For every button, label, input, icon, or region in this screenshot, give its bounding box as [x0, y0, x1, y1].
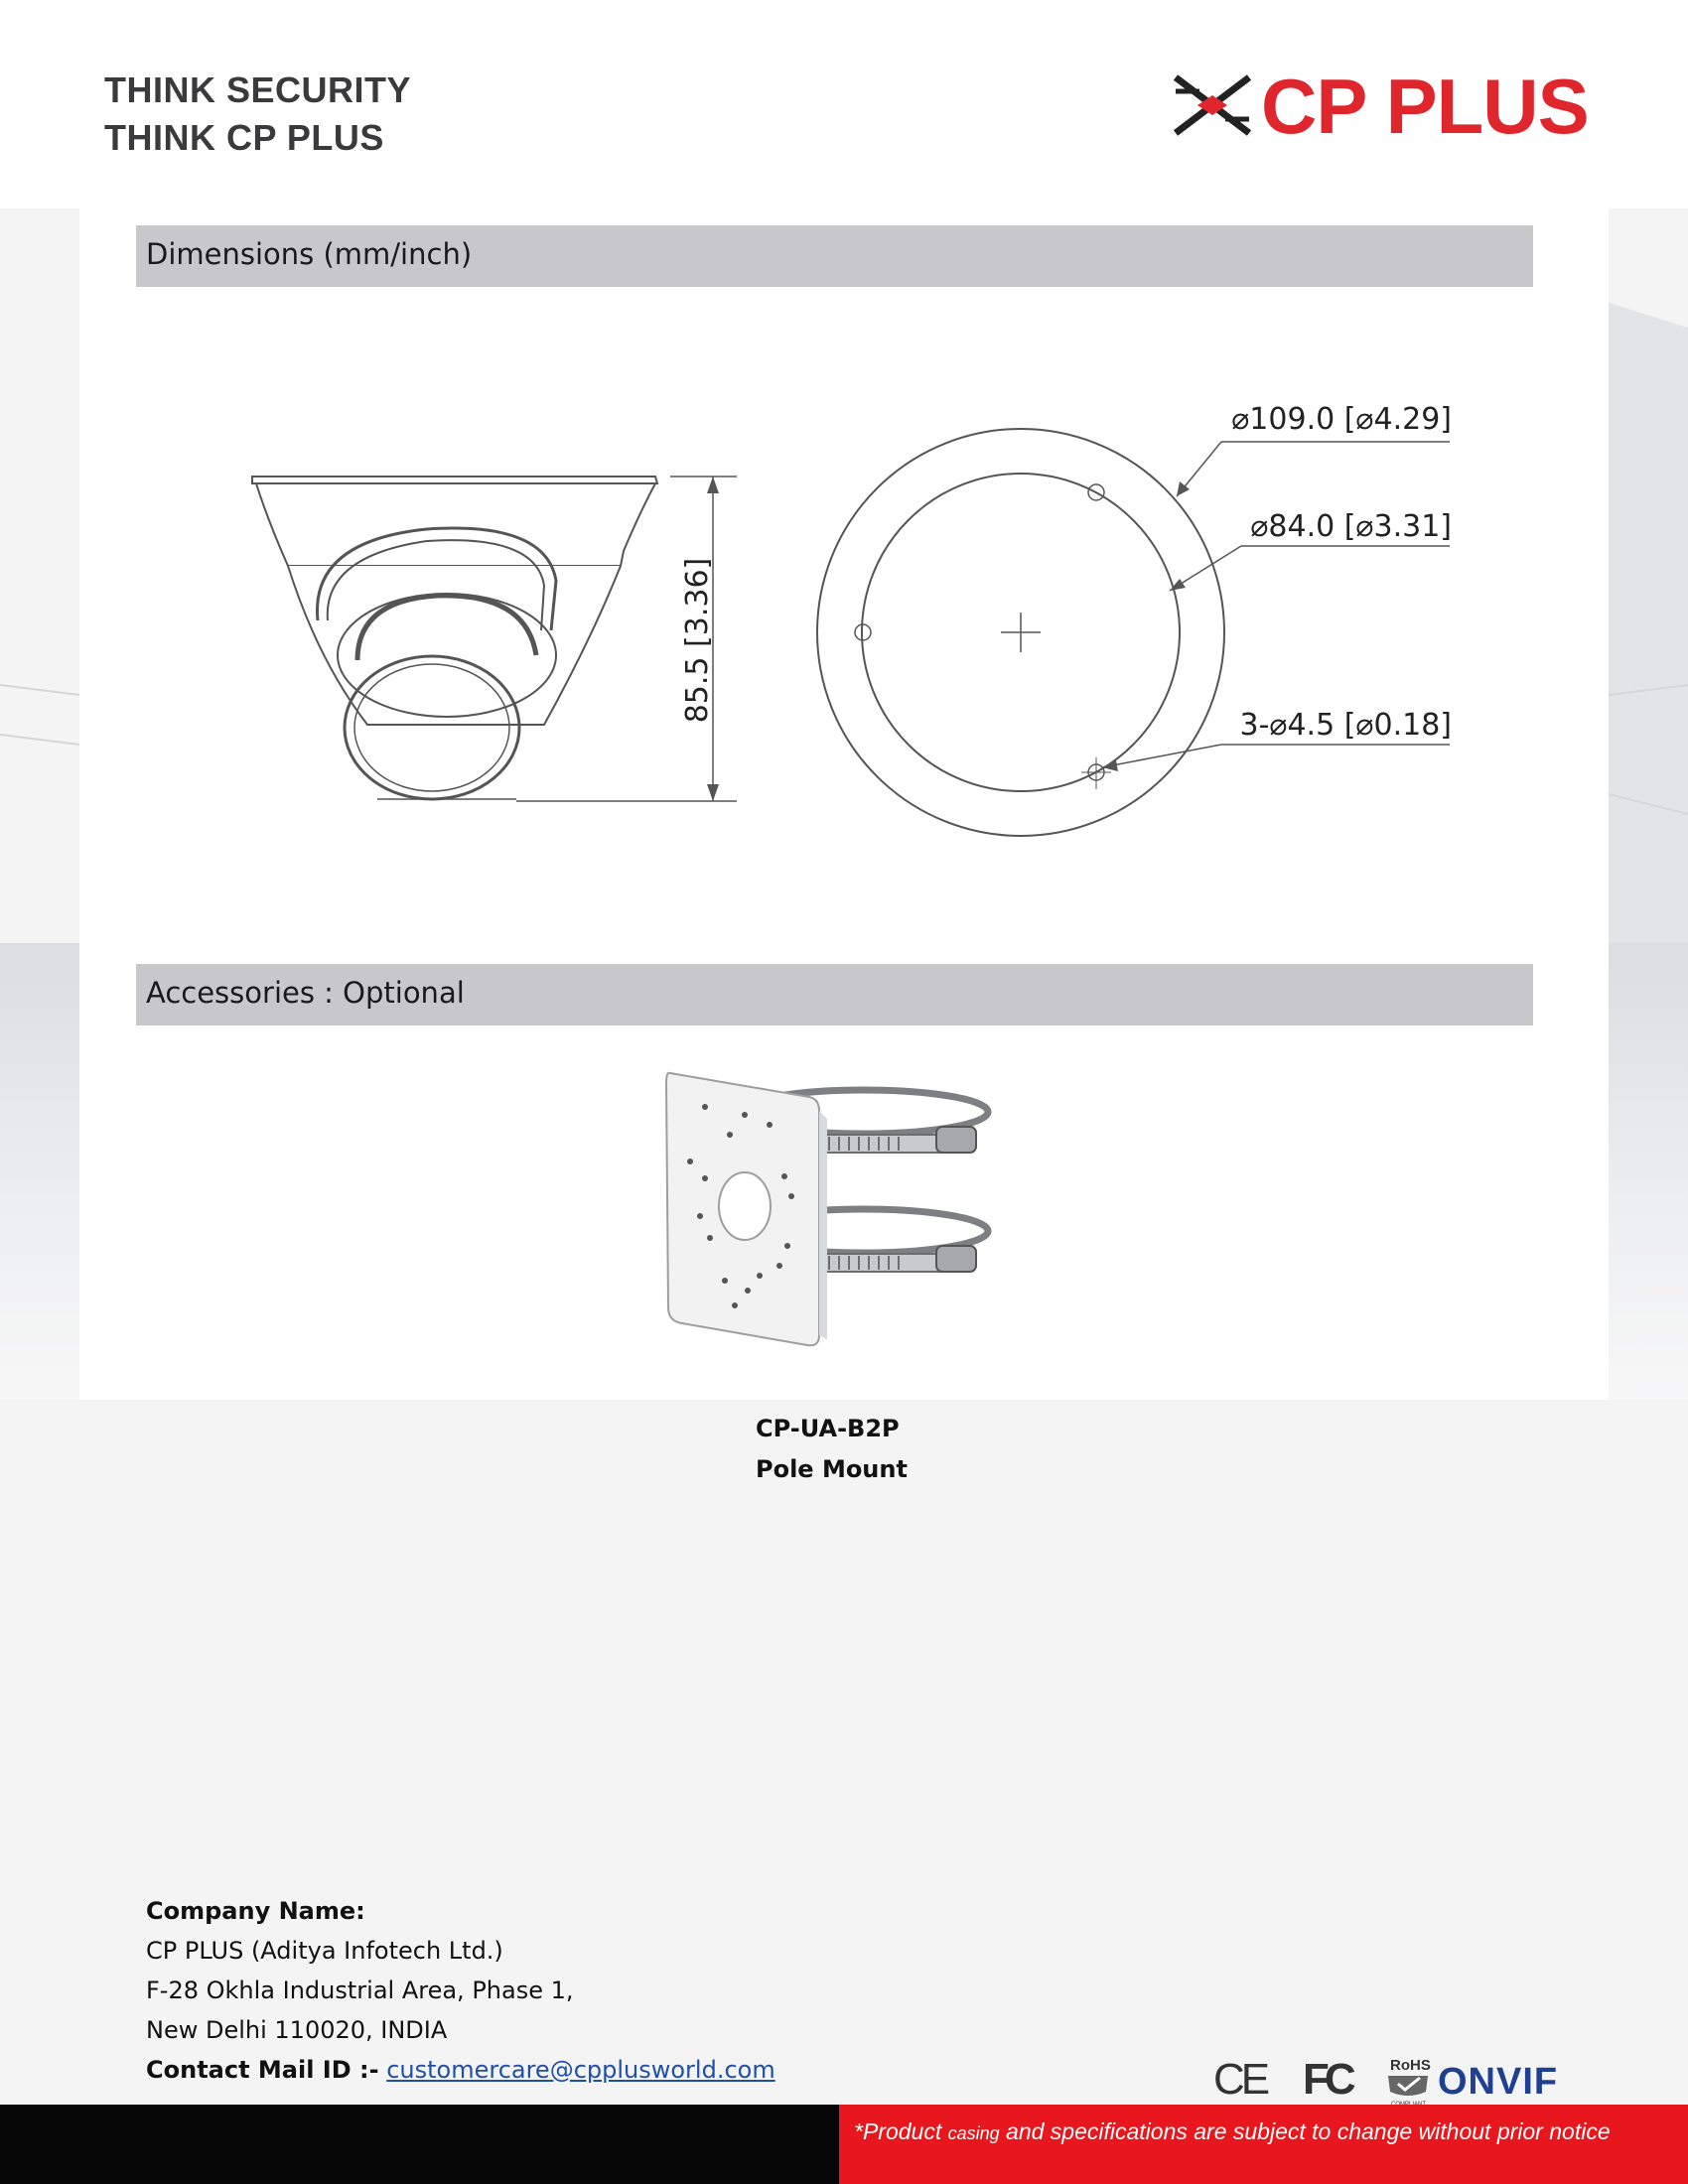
section-title-accessories: Accessories : Optional	[146, 976, 465, 1010]
mounting-hole-label: 3-⌀4.5 [⌀0.18]	[1239, 708, 1452, 743]
height-dimension-label: 85.5 [3.36]	[680, 557, 715, 724]
tagline-think-cp-plus: THINK CP PLUS	[104, 117, 384, 158]
contact-mail-row	[146, 2050, 775, 2090]
section-bar-accessories	[136, 964, 1533, 1025]
dimension-drawing-svg	[228, 372, 1489, 879]
tagline-think-security: THINK SECURITY	[104, 69, 412, 110]
outer-diameter-label: ⌀109.0 [⌀4.29]	[1231, 402, 1452, 437]
section-bar-dimensions	[136, 225, 1533, 287]
onvif-mark-icon: ONVIF	[1438, 2061, 1559, 2103]
logo-wordmark: CP PLUS	[1261, 63, 1589, 150]
footer-notice	[854, 2118, 1611, 2145]
company-address-line-2: New Delhi 110020, INDIA	[146, 2016, 448, 2044]
rohs-mark-icon	[1388, 2057, 1431, 2108]
company-info	[146, 1891, 775, 2090]
footer-notice-casing: casing	[947, 2123, 1000, 2143]
contact-mail-label: Contact Mail ID :-	[146, 2056, 379, 2084]
pole-mount-illustration	[660, 1067, 1018, 1365]
inner-diameter-label: ⌀84.0 [⌀3.31]	[1250, 509, 1452, 544]
pole-mount-image	[660, 1067, 1018, 1365]
ce-mark-icon: CE	[1213, 2055, 1267, 2104]
certification-logos	[1211, 2050, 1569, 2110]
footer-notice-part-3: and specifications are subject to change without prior notice	[999, 2118, 1611, 2144]
company-address-line-1: F-28 Okhla Industrial Area, Phase 1,	[146, 1977, 574, 2004]
rohs-label: RoHS	[1390, 2057, 1431, 2074]
section-title-dimensions: Dimensions (mm/inch)	[146, 237, 473, 271]
footer-notice-part-1: *Product	[854, 2118, 948, 2144]
accessory-code: CP-UA-B2P	[756, 1415, 900, 1442]
company-name: CP PLUS (Aditya Infotech Ltd.)	[146, 1937, 503, 1965]
cp-plus-emblem-icon	[1172, 71, 1253, 141]
dimension-drawing	[228, 372, 1489, 879]
fcc-mark-icon: FC	[1303, 2055, 1351, 2104]
cp-plus-logo	[1172, 62, 1589, 151]
contact-mail-link[interactable]: customercare@cpplusworld.com	[386, 2056, 775, 2084]
accessory-name: Pole Mount	[756, 1455, 908, 1483]
company-name-label: Company Name:	[146, 1897, 365, 1925]
